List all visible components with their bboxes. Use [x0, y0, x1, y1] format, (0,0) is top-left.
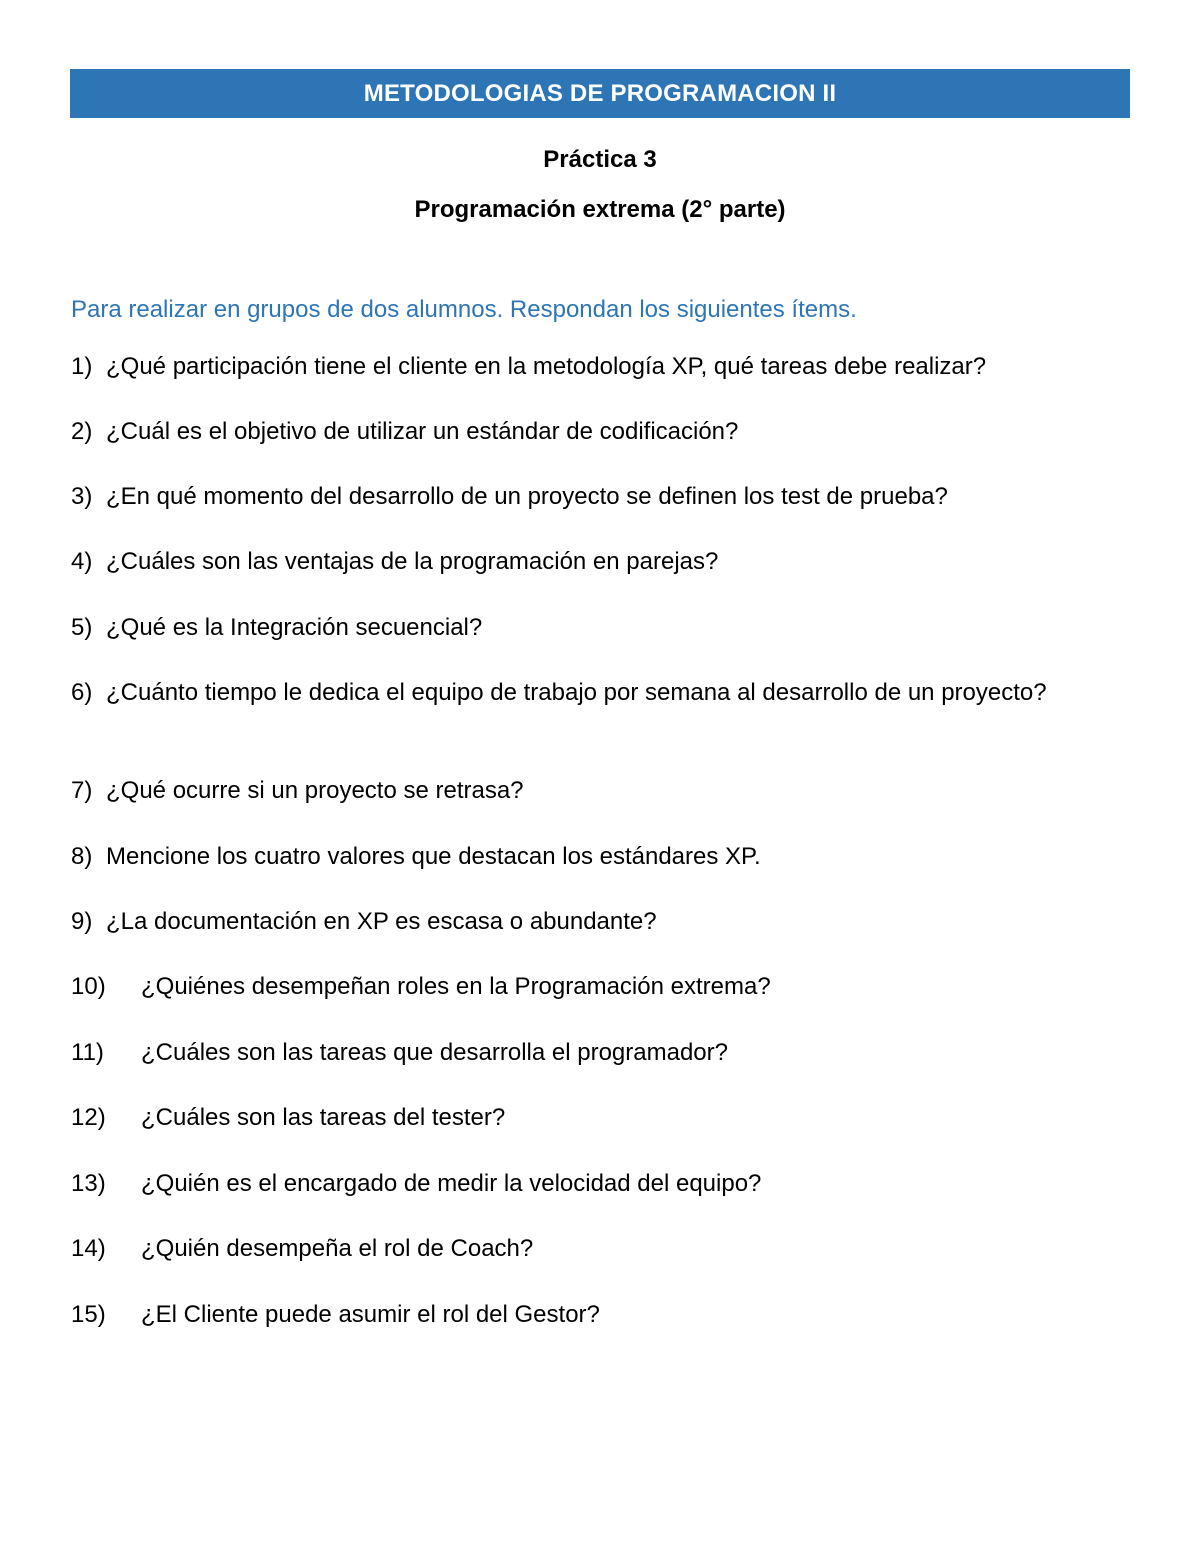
question-number: 10): [71, 973, 106, 1000]
question-number: 9): [71, 908, 93, 935]
practice-number: Práctica 3: [543, 146, 657, 173]
question-number: 5): [71, 614, 93, 641]
question-number: 4): [71, 548, 93, 575]
question-text: ¿Quiénes desempeñan roles en la Programación extrema?: [141, 973, 771, 1000]
question-number: 15): [71, 1301, 106, 1328]
header-bar: [70, 69, 1130, 118]
question-text: ¿Qué ocurre si un proyecto se retrasa?: [106, 777, 524, 804]
question-text: ¿Qué participación tiene el cliente en la metodología XP, qué tareas debe realizar?: [106, 353, 987, 380]
question-text: ¿Quién es el encargado de medir la velocidad del equipo?: [141, 1170, 762, 1197]
question-number: 12): [71, 1104, 106, 1131]
question-number: 2): [71, 418, 93, 445]
question-number: 13): [71, 1170, 106, 1197]
question-text: Mencione los cuatro valores que destacan los estándares XP.: [106, 843, 761, 870]
instructions-text: Para realizar en grupos de dos alumnos. Respondan los siguientes ítems.: [71, 296, 857, 323]
question-number: 14): [71, 1235, 106, 1262]
question-number: 6): [71, 679, 93, 706]
question-text: ¿Cuáles son las tareas que desarrolla el programador?: [141, 1039, 728, 1066]
question-text: ¿Cuáles son las tareas del tester?: [141, 1104, 506, 1131]
practice-topic: Programación extrema (2° parte): [414, 196, 786, 223]
question-text: ¿El Cliente puede asumir el rol del Gestor?: [141, 1301, 600, 1328]
question-text: ¿Cuánto tiempo le dedica el equipo de trabajo por semana al desarrollo de un proyecto?: [106, 679, 1047, 706]
question-text: ¿Quién desempeña el rol de Coach?: [141, 1235, 534, 1262]
question-text: ¿Cuáles son las ventajas de la programación en parejas?: [106, 548, 719, 575]
question-number: 8): [71, 843, 93, 870]
question-text: ¿En qué momento del desarrollo de un proyecto se definen los test de prueba?: [106, 483, 948, 510]
question-text: ¿Cuál es el objetivo de utilizar un estándar de codificación?: [106, 418, 739, 445]
question-number: 1): [71, 353, 93, 380]
document-title: METODOLOGIAS DE PROGRAMACION II: [363, 79, 837, 107]
question-number: 3): [71, 483, 93, 510]
question-number: 7): [71, 777, 93, 804]
question-text: ¿Qué es la Integración secuencial?: [106, 614, 483, 641]
question-text: ¿La documentación en XP es escasa o abundante?: [106, 908, 657, 935]
question-number: 11): [71, 1039, 104, 1066]
